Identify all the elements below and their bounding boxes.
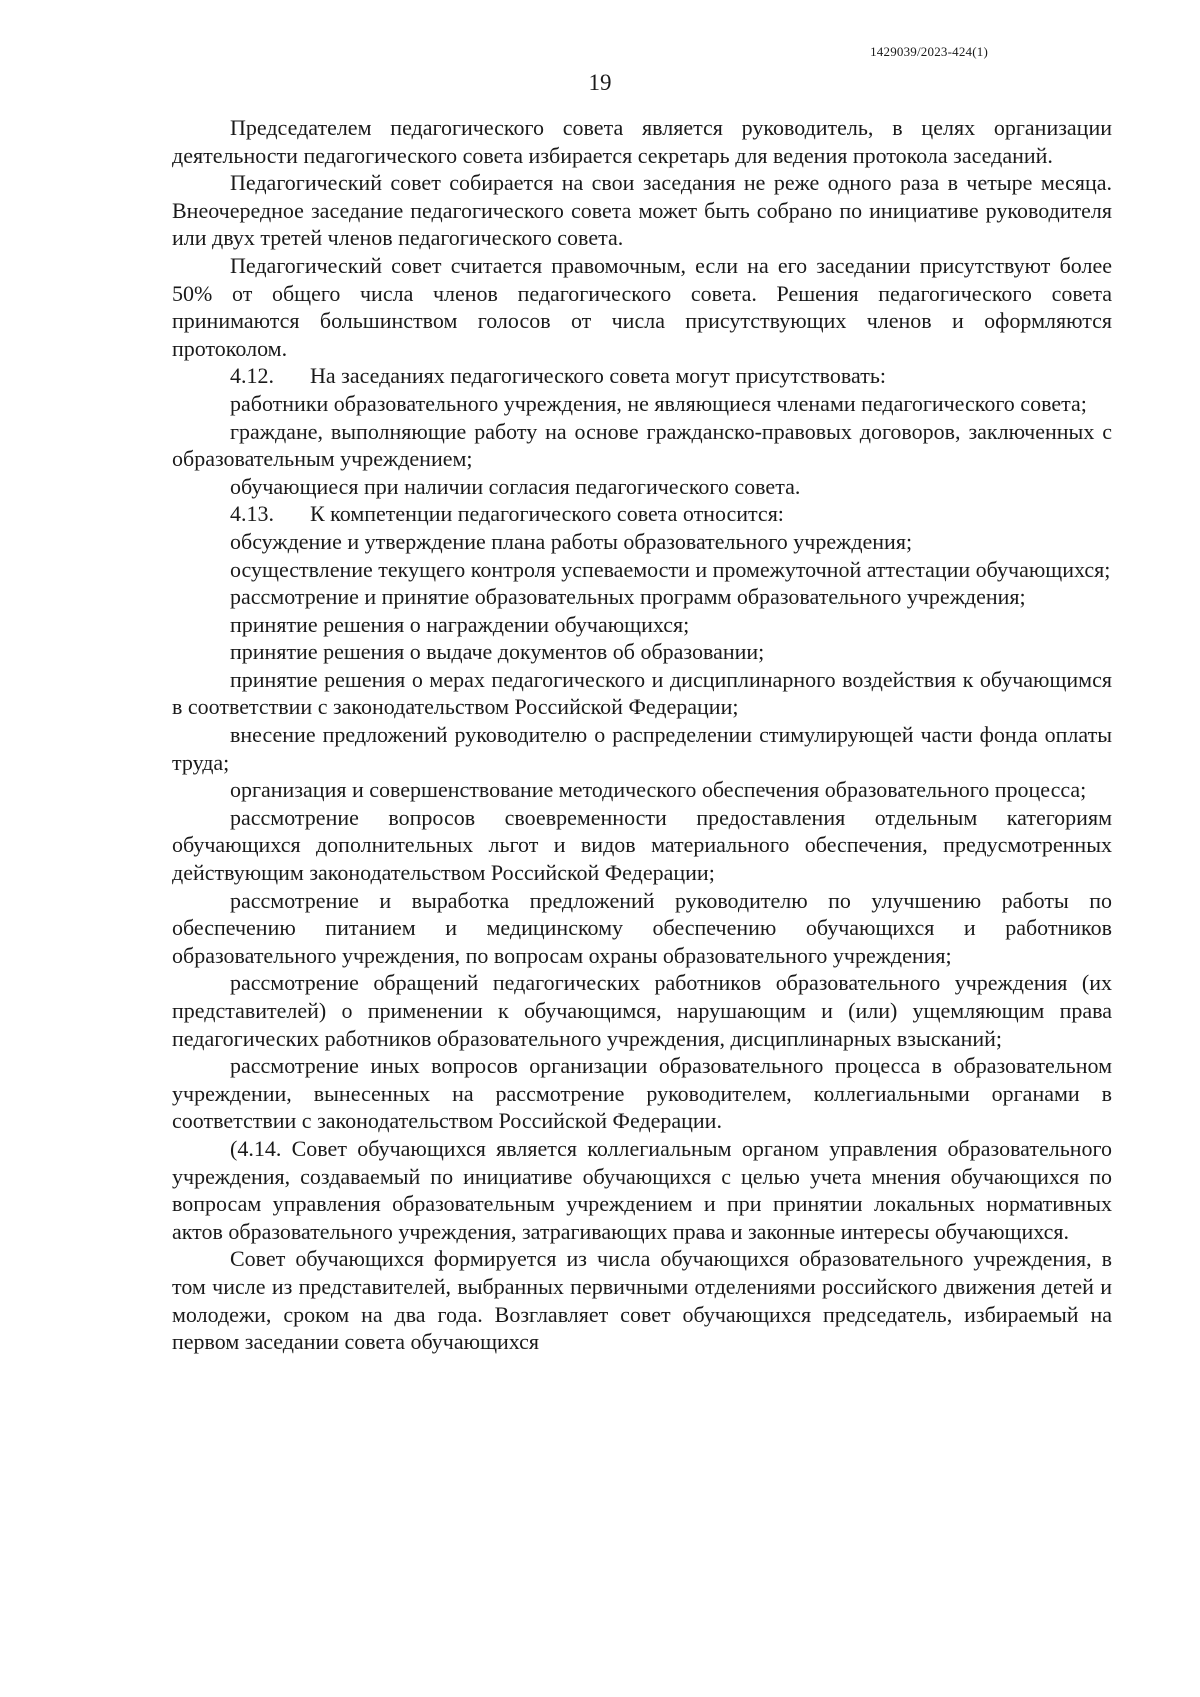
paragraph	[172, 1245, 1112, 1355]
paragraph-text: Педагогический совет собирается на свои заседания не реже одного раза в четыре месяца. Внеочередное заседание педагогического совета может быть собрано по инициативе руководителя или двух третей членов педагогического совета.	[172, 170, 1112, 251]
paragraph-text: рассмотрение и принятие образовательных программ образовательного учреждения;	[230, 584, 1026, 610]
list-item	[172, 611, 1112, 639]
list-item	[172, 638, 1112, 666]
list-item	[172, 1052, 1112, 1135]
numbered-paragraph	[172, 500, 1112, 528]
paragraph-text: К компетенции педагогического совета относится:	[310, 501, 784, 527]
list-item	[172, 804, 1112, 887]
list-item	[172, 776, 1112, 804]
list-item	[172, 969, 1112, 1052]
paragraph-text: Педагогический совет считается правомочным, если на его заседании присутствуют более 50% от общего числа членов педагогического совета. Решения педагогического совета принимаются большинством голосов от числа присутствующих членов и оформляются протоколом.	[172, 252, 1112, 361]
paragraph-text: Председателем педагогического совета является руководитель, в целях организации деятельности педагогического совета избирается секретарь для ведения протокола заседаний.	[172, 115, 1112, 168]
numbered-paragraph	[172, 362, 1112, 390]
paragraph-text: рассмотрение обращений педагогических работников образовательного учреждения (их представителей) о применении к обучающимся, нарушающим и (или) ущемляющим права педагогических работников образовательного учреждения, дисциплинарных взысканий;	[172, 970, 1112, 1051]
paragraph	[172, 252, 1112, 362]
list-item	[172, 721, 1112, 776]
document-id: 1429039/2023-424(1)	[870, 44, 988, 59]
paragraph	[172, 169, 1112, 252]
list-item	[172, 887, 1112, 970]
paragraph-text: На заседаниях педагогического совета могут присутствовать:	[310, 363, 886, 389]
section-number: 4.13.	[230, 501, 274, 527]
paragraph-text: рассмотрение иных вопросов организации образовательного процесса в образовательном учреждении, вынесенных на рассмотрение руководителем, коллегиальными органами в соответствии с законодательством Российской Федерации.	[172, 1053, 1112, 1134]
list-item	[172, 583, 1112, 611]
paragraph-text: осуществление текущего контроля успеваемости и промежуточной аттестации обучающихся;	[230, 556, 1111, 582]
paragraph-text: обучающиеся при наличии согласия педагогического совета.	[230, 473, 801, 499]
paragraph-text: внесение предложений руководителю о распределении стимулирующей части фонда оплаты труда;	[172, 722, 1112, 775]
paragraph	[172, 1135, 1112, 1245]
list-item	[172, 528, 1112, 556]
paragraph-text: Совет обучающихся формируется из числа обучающихся образовательного учреждения, в том числе из представителей, выбранных первичными отделениями российского движения детей и молодежи, сроком на два года. Возглавляет совет обучающихся председатель, избираемый на первом заседании совета обучающихся	[172, 1246, 1112, 1355]
paragraph-text: принятие решения о выдаче документов об образовании;	[230, 639, 765, 665]
paragraph-text: (4.14. Совет обучающихся является коллегиальным органом управления образовательного учреждения, создаваемый по инициативе обучающихся с целью учета мнения обучающихся по вопросам управления образовательным учреждением и при принятии локальных нормативных актов образовательного учреждения, затрагивающих права и законные интересы обучающихся.	[172, 1135, 1112, 1244]
paragraph-text: рассмотрение и выработка предложений руководителю по улучшению работы по обеспечению питанием и медицинскому обеспечению обучающихся и работников образовательного учреждения, по вопросам охраны образовательного учреждения;	[172, 887, 1112, 968]
page-number: 19	[588, 70, 612, 95]
paragraph	[172, 114, 1112, 169]
paragraph-text: рассмотрение вопросов своевременности предоставления отдельным категориям обучающихся дополнительных льгот и видов материального обеспечения, предусмотренных действующим законодательством Российской Федерации;	[172, 804, 1112, 886]
paragraph-text: организация и совершенствование методического обеспечения образовательного процесса;	[230, 777, 1087, 803]
list-item	[172, 390, 1112, 418]
section-number: 4.12.	[230, 363, 274, 389]
list-item	[172, 666, 1112, 721]
paragraph-text: граждане, выполняющие работу на основе гражданско-правовых договоров, заключенных с образовательным учреждением;	[172, 418, 1112, 472]
document-body	[172, 114, 1112, 1356]
paragraph-text: обсуждение и утверждение плана работы образовательного учреждения;	[230, 528, 913, 554]
list-item	[172, 418, 1112, 473]
paragraph-text: работники образовательного учреждения, не являющиеся членами педагогического совета;	[230, 390, 1087, 416]
paragraph-text: принятие решения о награждении обучающихся;	[230, 611, 690, 637]
list-item	[172, 556, 1112, 584]
paragraph-text: принятие решения о мерах педагогического и дисциплинарного воздействия к обучающимся в соответствии с законодательством Российской Федерации;	[172, 666, 1112, 720]
list-item	[172, 473, 1112, 501]
